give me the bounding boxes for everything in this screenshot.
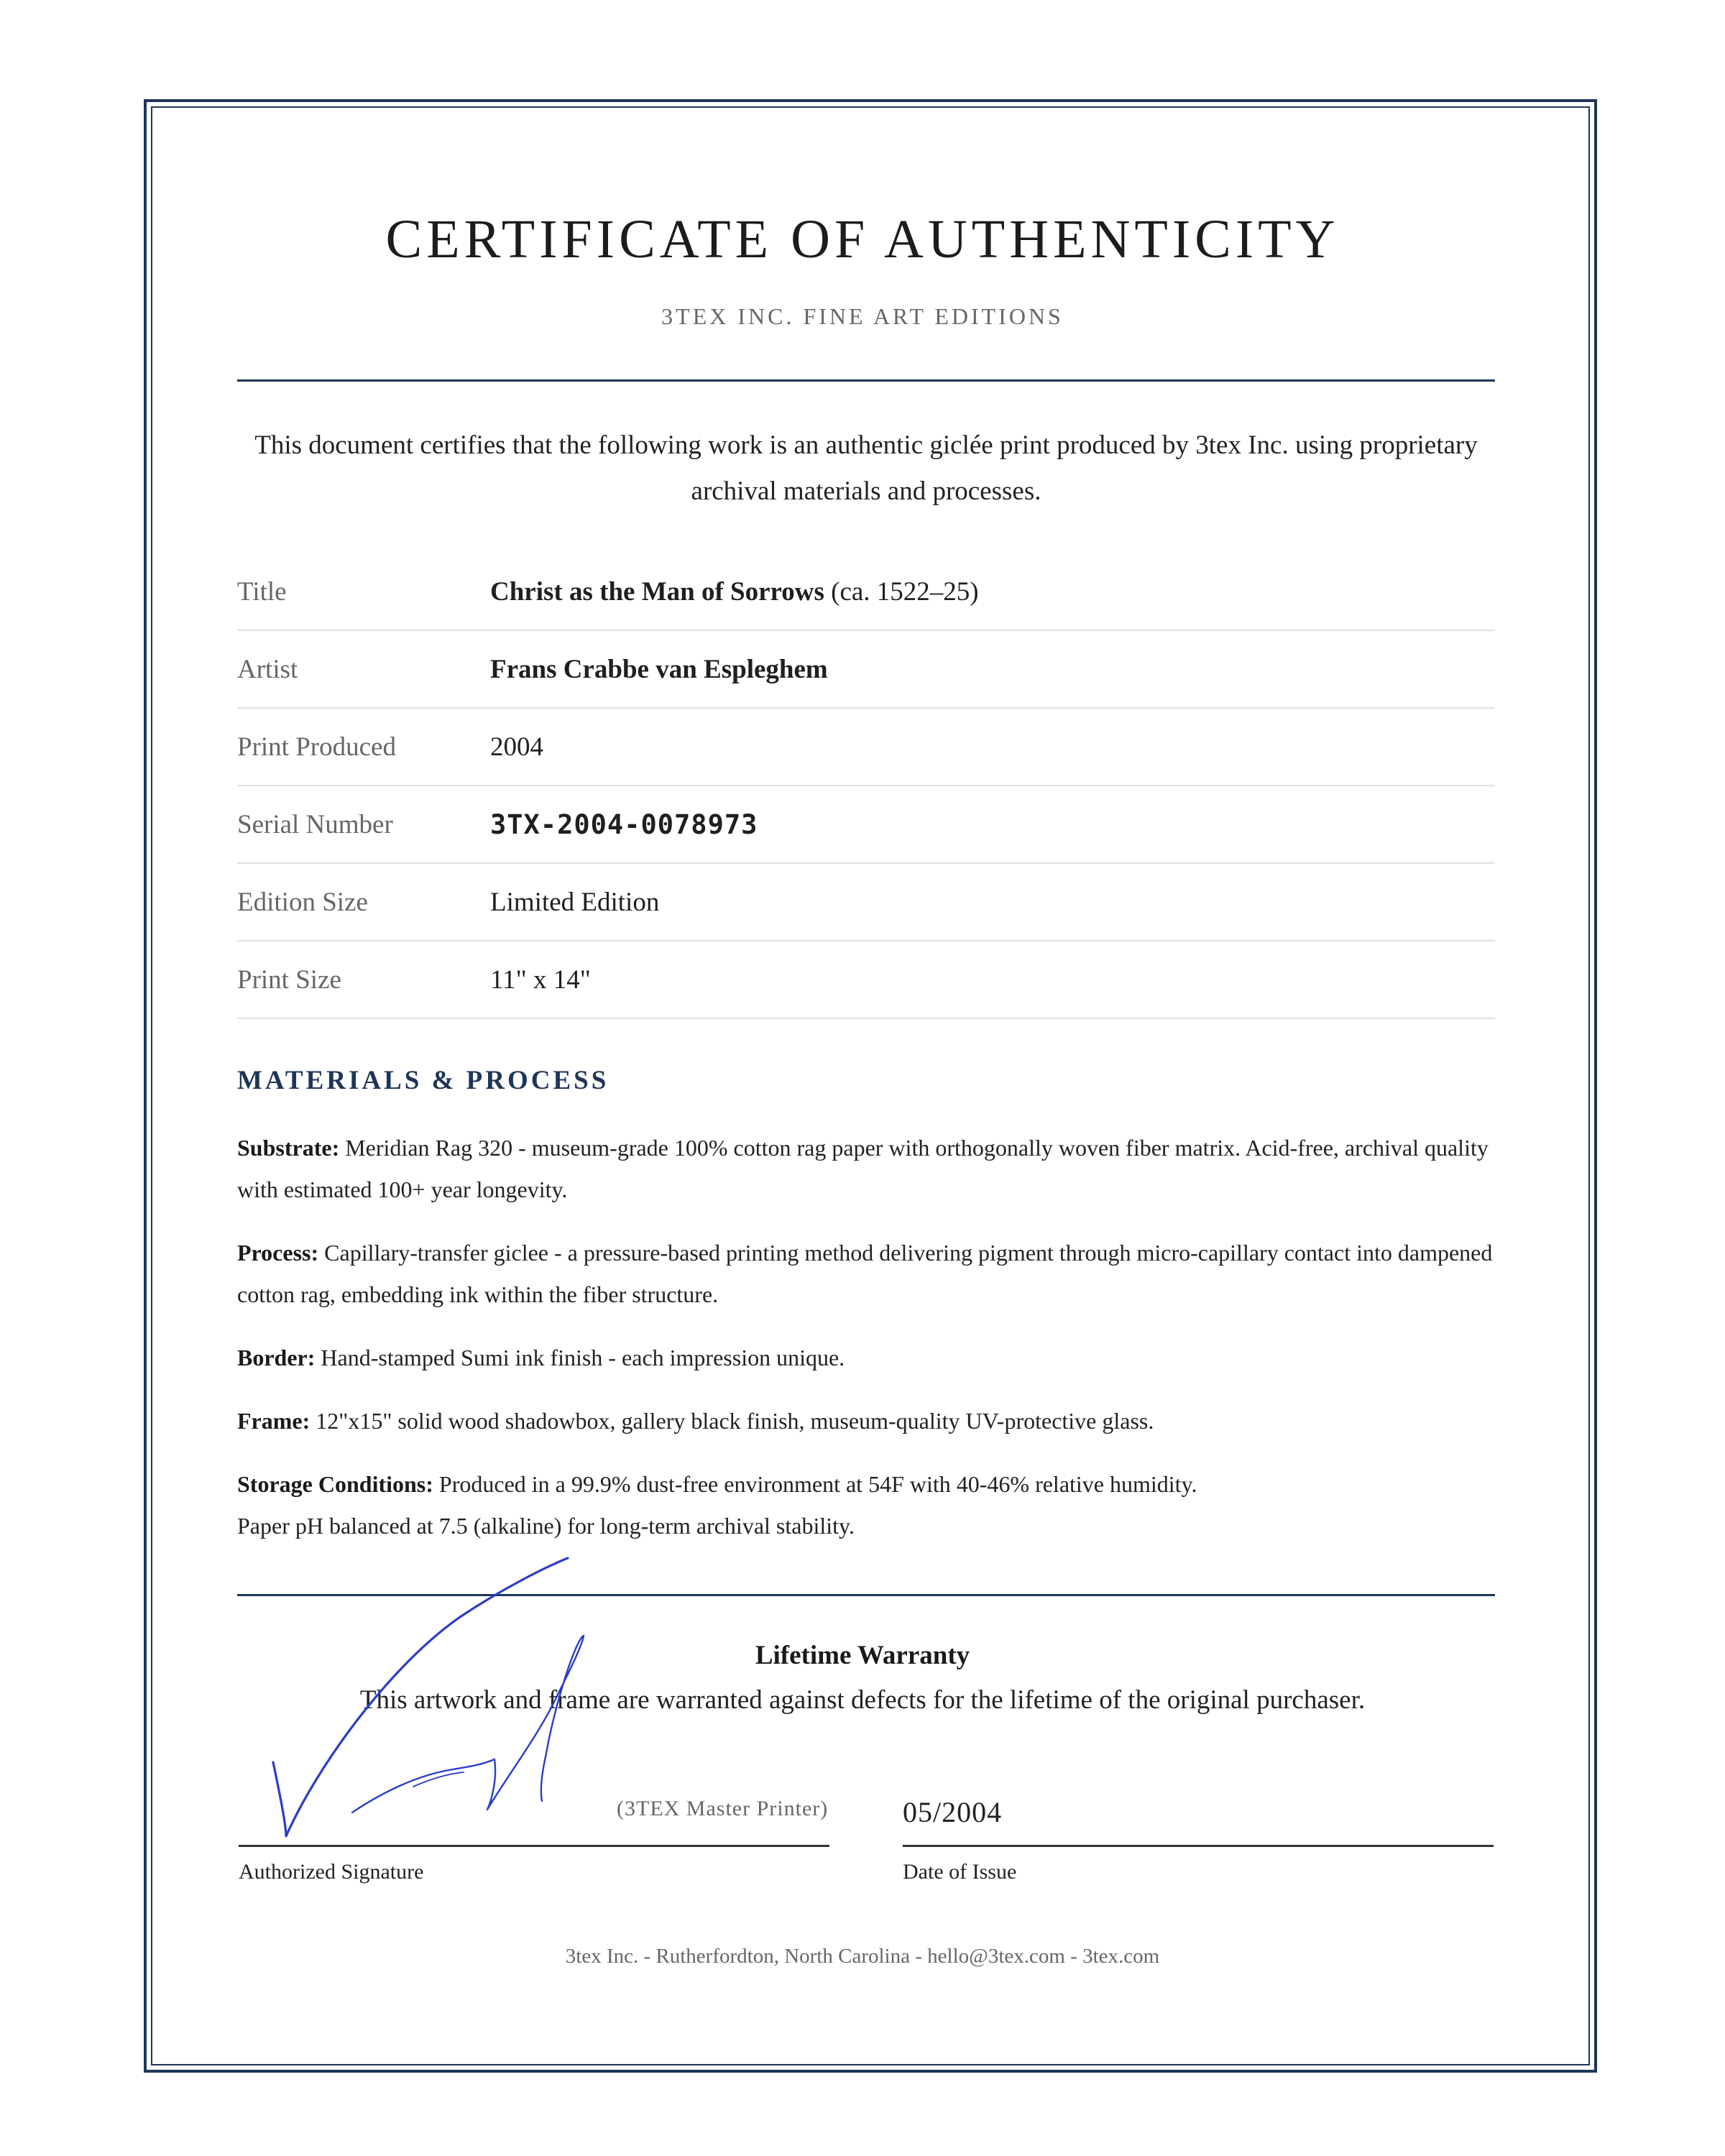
- warranty-text: This artwork and frame are warranted against defects for the lifetime of the original purchaser.: [359, 1685, 1366, 1715]
- materials-section: [237, 1127, 1495, 1568]
- details-row-title: [237, 553, 1495, 630]
- title-value-cell: [490, 553, 1495, 630]
- certificate-title: CERTIFICATE OF AUTHENTICITY: [385, 209, 1340, 270]
- artist-value: Frans Crabbe van Espleghem: [490, 630, 1495, 708]
- date-of-issue-value: 05/2004: [903, 1796, 1003, 1828]
- process-label: Process:: [237, 1240, 319, 1266]
- artwork-title: Christ as the Man of Sorrows: [490, 576, 824, 607]
- date-line: [903, 1845, 1494, 1847]
- border-paragraph: [237, 1337, 1495, 1378]
- frame-text: 12"x15" solid wood shadowbox, gallery black finish, museum-quality UV-protective glass.: [316, 1408, 1154, 1434]
- storage-text-2: Paper pH balanced at 7.5 (alkaline) for long-term archival stability.: [237, 1513, 855, 1539]
- warranty-title: Lifetime Warranty: [755, 1641, 970, 1670]
- title-label: Title: [237, 553, 490, 630]
- size-value: 11" x 14": [490, 941, 1495, 1018]
- details-row-produced: [237, 708, 1495, 786]
- artist-label: Artist: [237, 630, 490, 708]
- substrate-paragraph: [237, 1127, 1495, 1210]
- serial-value: 3TX-2004-0078973: [490, 786, 1495, 863]
- process-paragraph: [237, 1232, 1495, 1315]
- produced-value: 2004: [490, 708, 1495, 786]
- authorized-signature-label: Authorized Signature: [239, 1860, 424, 1884]
- storage-text-1: Produced in a 99.9% dust-free environment at 54F with 40-46% relative humidity.: [438, 1471, 1197, 1497]
- intro-statement: This document certifies that the following work is an authentic giclée print produced by 3tex Inc. using proprietary archival materials and processes.: [254, 430, 1478, 506]
- artwork-details-table: [237, 553, 1495, 1019]
- edition-value: Limited Edition: [490, 863, 1495, 941]
- edition-label: Edition Size: [237, 863, 490, 941]
- size-label: Print Size: [237, 941, 490, 1018]
- details-row-serial: [237, 786, 1495, 863]
- warranty-divider: [237, 1594, 1495, 1596]
- produced-label: Print Produced: [237, 708, 490, 786]
- process-text: Capillary-transfer giclee - a pressure-based printing method delivering pigment through micro-capillary contact into dampened cotton rag, embedding ink within the fiber structure.: [237, 1240, 1493, 1307]
- signature-line: [239, 1845, 829, 1847]
- details-row-artist: [237, 630, 1495, 708]
- date-of-issue-label: Date of Issue: [903, 1860, 1017, 1884]
- artwork-date: (ca. 1522–25): [831, 576, 979, 607]
- certificate-subtitle: 3TEX INC. FINE ART EDITIONS: [661, 303, 1064, 329]
- border-label: Border:: [237, 1345, 316, 1370]
- details-row-edition: [237, 863, 1495, 941]
- footer-contact: 3tex Inc. - Rutherfordton, North Carolina - hello@3tex.com - 3tex.com: [565, 1945, 1160, 1968]
- substrate-label: Substrate:: [237, 1135, 340, 1161]
- details-row-size: [237, 941, 1495, 1018]
- frame-label: Frame:: [237, 1408, 310, 1434]
- border-text: Hand-stamped Sumi ink finish - each impression unique.: [321, 1345, 845, 1370]
- substrate-text: Meridian Rag 320 - museum-grade 100% cotton rag paper with orthogonally woven fiber matrix. Acid-free, archival quality with estimated 100+ year longevity.: [237, 1135, 1489, 1202]
- serial-label: Serial Number: [237, 786, 490, 863]
- materials-heading: MATERIALS & PROCESS: [237, 1066, 610, 1095]
- header-divider: [237, 379, 1495, 382]
- frame-paragraph: [237, 1400, 1495, 1442]
- storage-label: Storage Conditions:: [237, 1471, 433, 1497]
- storage-paragraph: [237, 1463, 1495, 1547]
- master-printer-note: (3TEX Master Printer): [617, 1797, 829, 1820]
